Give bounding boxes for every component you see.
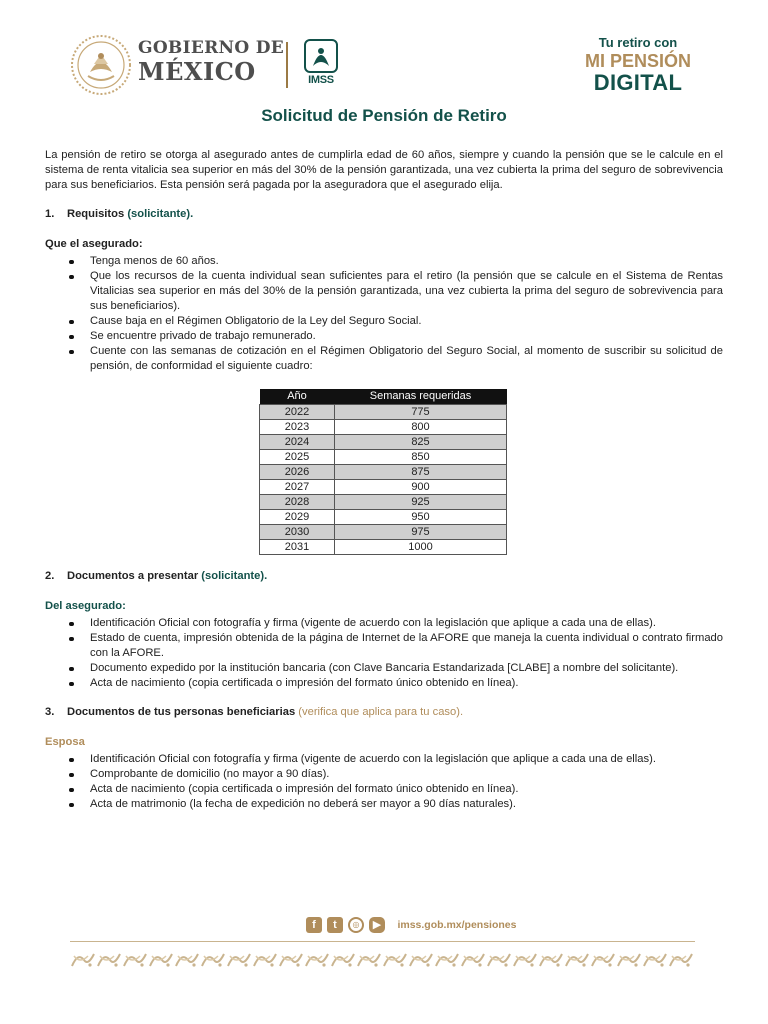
- imss-label: IMSS: [308, 74, 334, 86]
- table-header-row: [260, 389, 507, 405]
- youtube-icon[interactable]: ▶: [369, 917, 385, 933]
- table-cell-year: 2031: [260, 540, 335, 555]
- beneficiarias-list: [45, 752, 723, 812]
- footer-social: [306, 916, 517, 936]
- table-row: [260, 525, 507, 540]
- instagram-icon[interactable]: ◎: [348, 917, 364, 933]
- requisitos-list: [45, 254, 723, 374]
- header: [70, 34, 700, 96]
- list-item: Comprobante de domicilio (no mayor a 90 días).: [90, 767, 723, 782]
- table-row: [260, 480, 507, 495]
- twitter-icon[interactable]: t: [327, 917, 343, 933]
- mi-pension-digital-logo: Tu retiro con MI PENSIÓN DIGITAL: [584, 35, 691, 95]
- subheading-del-asegurado: Del asegurado:: [45, 600, 126, 612]
- decorative-pattern-band-icon: [70, 950, 695, 970]
- list-item: Estado de cuenta, impresión obtenida de la página de Internet de la AFORE que maneja la cuenta individual o contrato firmado con la AFORE.: [90, 632, 723, 659]
- table-cell-weeks: 975: [335, 525, 507, 540]
- facebook-icon[interactable]: f: [306, 917, 322, 933]
- section-documentos-heading: 2. Documentos a presentar (solicitante).: [45, 570, 268, 582]
- list-item: Que los recursos de la cuenta individual sean suficientes para el retiro (la pensión que se calcule en el Sistema de Rentas Vitalicias sea superior en más del 30% de la pensión garantizada, una vez cubierta la prima del seguro de sobrevivencia para sus beneficiarios).: [90, 270, 723, 312]
- table-cell-year: 2027: [260, 480, 335, 495]
- table-row: [260, 540, 507, 555]
- list-item: Identificación Oficial con fotografía y firma (vigente de acuerdo con la legislación que aplique a cada una de ellas).: [90, 752, 723, 767]
- table-row: [260, 495, 507, 510]
- semanas-table: [259, 389, 507, 555]
- list-item: Documento expedido por la institución bancaria (con Clave Bancaria Estandarizada [CLABE] a nombre del solicitante).: [90, 661, 723, 676]
- page-title: Solicitud de Pensión de Retiro: [261, 106, 507, 125]
- intro-paragraph: La pensión de retiro se otorga al asegurado antes de cumplirla edad de 60 años, siempre y cuando la pensión que se le calcule en el sistema de renta vitalicia sea superior en más del 30% de la pensión garantizada, una vez cubierta la prima del seguro de sobrevivencia para sus beneficiarios. Esta pensión será pagada por la aseguradora que el asegurado elija.: [45, 149, 723, 191]
- subheading-que-el-asegurado: Que el asegurado:: [45, 238, 143, 250]
- table-cell-year: 2026: [260, 465, 335, 480]
- table-cell-year: 2030: [260, 525, 335, 540]
- footer-divider: [70, 941, 695, 942]
- section-beneficiarias-heading: 3. Documentos de tus personas beneficiarias (verifica que aplica para tu caso).: [45, 706, 464, 718]
- table-row: [260, 435, 507, 450]
- documentos-list: [45, 616, 723, 691]
- table-cell-year: 2022: [260, 405, 335, 420]
- table-cell-weeks: 800: [335, 420, 507, 435]
- column-header-ano: Año: [260, 389, 335, 405]
- section-requisitos-heading: 1. Requisitos (solicitante).: [45, 208, 194, 220]
- table-row: [260, 420, 507, 435]
- table-cell-weeks: 925: [335, 495, 507, 510]
- document-body: [45, 148, 723, 812]
- table-cell-weeks: 775: [335, 405, 507, 420]
- gobierno-mexico-logo: GOBIERNO DE MÉXICO: [138, 38, 284, 86]
- table-row: [260, 450, 507, 465]
- table-row: [260, 405, 507, 420]
- table-cell-weeks: 1000: [335, 540, 507, 555]
- table-cell-weeks: 950: [335, 510, 507, 525]
- table-cell-weeks: 900: [335, 480, 507, 495]
- table-cell-weeks: 875: [335, 465, 507, 480]
- national-seal-icon: [70, 34, 132, 96]
- table-row: [260, 465, 507, 480]
- list-item: Acta de nacimiento (copia certificada o impresión del formato único obtenido en línea).: [90, 676, 723, 691]
- list-item: Tenga menos de 60 años.: [90, 254, 723, 269]
- header-divider: [286, 42, 288, 88]
- column-header-semanas: Semanas requeridas: [335, 389, 507, 405]
- table-cell-year: 2025: [260, 450, 335, 465]
- list-item: Cause baja en el Régimen Obligatorio de la Ley del Seguro Social.: [90, 314, 723, 329]
- table-cell-year: 2029: [260, 510, 335, 525]
- table-cell-year: 2024: [260, 435, 335, 450]
- list-item: Acta de matrimonio (la fecha de expedición no deberá ser mayor a 90 días naturales).: [90, 797, 723, 812]
- list-item: Cuente con las semanas de cotización en el Régimen Obligatorio del Seguro Social, al momento de suscribir su solicitud de pensión, de conformidad el siguiente cuadro:: [90, 345, 723, 372]
- table-cell-year: 2023: [260, 420, 335, 435]
- list-item: Acta de nacimiento (copia certificada o impresión del formato único obtenido en línea).: [90, 782, 723, 797]
- table-cell-weeks: 850: [335, 450, 507, 465]
- subheading-esposa: Esposa: [45, 736, 85, 748]
- table-row: [260, 510, 507, 525]
- list-item: Identificación Oficial con fotografía y firma (vigente de acuerdo con la legislación que aplique a cada una de ellas).: [90, 616, 723, 631]
- table-cell-year: 2028: [260, 495, 335, 510]
- footer-url-link[interactable]: imss.gob.mx/pensiones: [397, 918, 517, 931]
- list-item: Se encuentre privado de trabajo remunerado.: [90, 329, 723, 344]
- table-cell-weeks: 825: [335, 435, 507, 450]
